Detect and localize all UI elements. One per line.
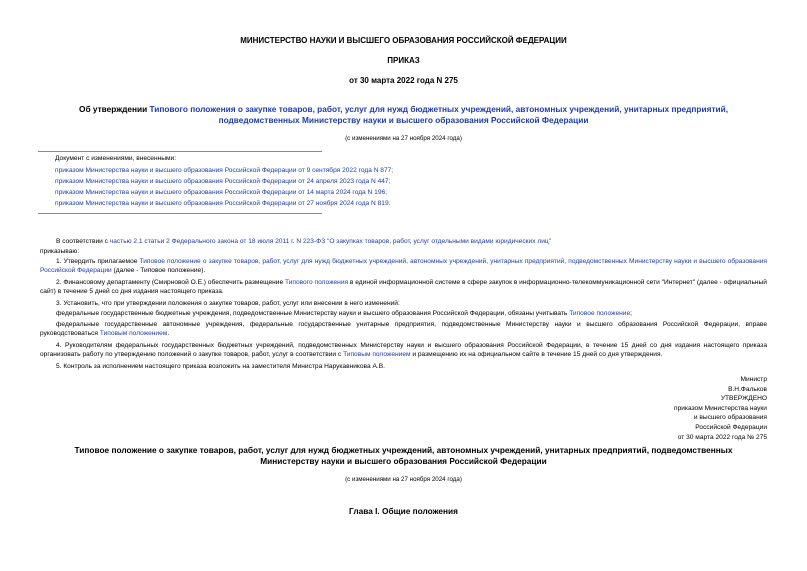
paragraph-3-1 [56,309,776,318]
paragraph-3: 3. Установить, что при утверждении положения о закупке товаров, работ, услуг или внесении в него изменений: [56,300,400,307]
typical-regulation-link[interactable]: Типовое положение о закупке товаров, работ, услуг для нужд бюджетных учреждений, автономных учреждений, унитарных предприятий, подведомственных Министерству науки и высшего образования Российской Федерации [40,258,767,274]
typical-regulation-link[interactable]: Типовым положением [343,351,411,358]
p4-tail: и размещению их на официальном сайте в течение 15 дней со дня утверждения. [410,351,663,358]
annex-title: Типовое положение о закупке товаров, работ, услуг для нужд бюджетных учреждений, автономных учреждений, унитарных предприятий, подведомственных Министерству науки и высшего образования Российской Федерации [74,445,733,466]
change-link[interactable]: приказом Министерства науки и высшего образования Российской Федерации от 27 ноября 2024 года N 819. [55,200,391,207]
p3-1-tail: ; [630,310,632,317]
typical-regulation-link[interactable]: Типовым положением [99,330,168,337]
typical-regulation-link[interactable]: Типовое положение [569,310,631,317]
divider-top [38,151,322,152]
approval-line: Российской Федерации [695,423,767,431]
paragraph-1 [40,257,767,275]
annex-revision: (с изменениями на 27 ноября 2024 года) [345,476,462,483]
divider-bottom [38,213,322,214]
title-revision: (с изменениями на 27 ноября 2024 года) [345,135,462,142]
approval-line: и высшего образования [693,414,767,422]
approval-line: УТВЕРЖДЕНО [720,395,767,403]
paragraph-3-2 [40,320,767,338]
approval-line: приказом Министерства науки [674,404,767,412]
change-link[interactable]: приказом Министерства науки и высшего образования Российской Федерации от 9 сентября 2022 года N 877; [55,167,394,174]
signature-name: В.Н.Фальков [728,385,767,393]
federal-law-link[interactable]: частью 2.1 статьи 2 Федерального закона от 18 июля 2011 г. N 223-ФЗ "О закупках товаров, работ, услуг отдельными видами юридических лиц" [109,238,551,245]
intro-text: В соответствии с [56,238,110,245]
signature-block [674,375,767,442]
typical-regulation-link[interactable]: Типового положения [284,279,349,286]
p3-1-text: федеральные государственные бюджетные учреждения, подведомственные Министерству науки и высшего образования Российской Федерации, обязаны учитывать [56,310,570,317]
ministry-name: МИНИСТЕРСТВО НАУКИ И ВЫСШЕГО ОБРАЗОВАНИЯ РОССИЙСКОЙ ФЕДЕРАЦИИ [240,36,567,45]
paragraph-5: 5. Контроль за исполнением настоящего приказа возложить на заместителя Министра Нарукавникова А.В. [56,363,385,370]
paragraph-2 [40,278,767,296]
doc-date: от 30 марта 2022 года N 275 [349,76,458,85]
title-prefix: Об утверждении [78,104,150,114]
p4-text: 4. Руководителям федеральных государственных бюджетных учреждений, подведомственных Министерству науки и высшего образования Российской Федерации, в течение 15 дней со дня издания настоящего приказа организовать работу по утверждению положений о закупке товаров, работ, услуг в соответствии с [40,342,767,358]
paragraph-4 [40,341,767,359]
p1-text: 1. Утвердить прилагаемое [56,258,140,265]
p2-text: 2. Финансовому департаменту (Смирновой О.Е.) обеспечить размещение [56,279,285,286]
changes-heading: Документ с изменениями, внесенными: [55,155,177,162]
change-link[interactable]: приказом Министерства науки и высшего образования Российской Федерации от 24 апреля 2023 года N 447; [55,178,391,185]
signature-role: Министр [740,376,767,383]
approval-line: от 30 марта 2022 года № 275 [677,433,767,441]
title-link[interactable]: Типового положения о закупке товаров, работ, услуг для нужд бюджетных учреждений, автономных учреждений, унитарных предприятий, подведомственных Министерству науки и высшего образования Российской Федерации [149,104,729,125]
p1-tail: (далее - Типовое положение). [111,267,206,274]
chapter-heading: Глава I. Общие положения [349,506,458,516]
doc-type: ПРИКАЗ [387,56,420,65]
p2-tail: в единой информационной системе в сфере закупок в информационно-телекоммуникационной сети "Интернет" (далее - официальный сайт) в течение 5 дней со дня издания настоящего приказа. [40,279,767,295]
p3-2-tail: . [167,330,170,337]
intro-paragraph [56,237,776,246]
document-title [50,104,757,126]
order-word: приказываю: [40,248,80,255]
p3-2-text: федеральные государственные автономные учреждения, федеральные государственные унитарные предприятия, подведомственные Министерству науки и высшего образования Российской Федерации, вправе руководствоваться [40,321,767,337]
change-link[interactable]: приказом Министерства науки и высшего образования Российской Федерации от 14 марта 2024 года N 196; [55,189,387,196]
